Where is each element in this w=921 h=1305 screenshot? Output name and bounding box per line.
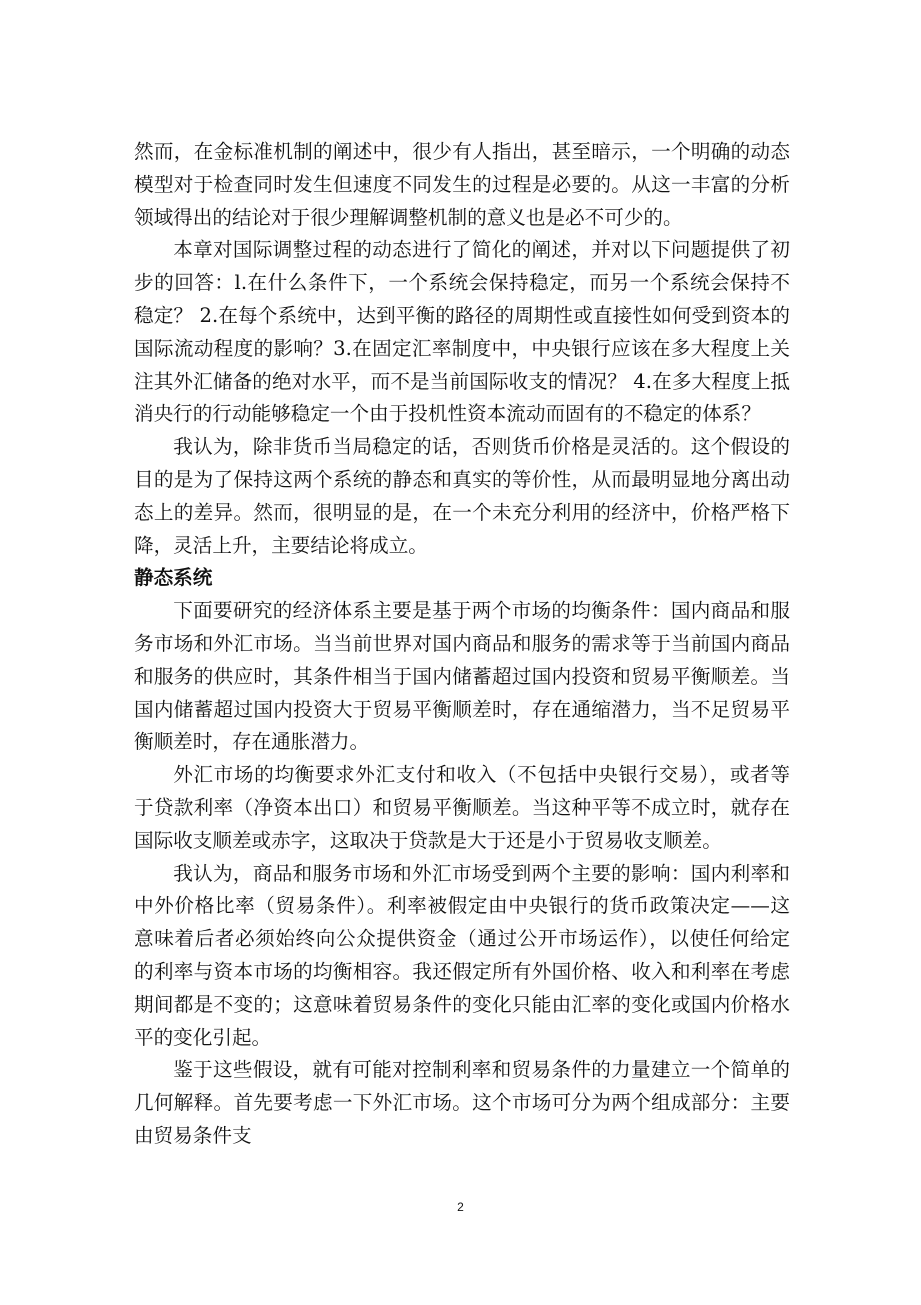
section-paragraph-4: 鉴于这些假设，就有可能对控制利率和贸易条件的力量建立一个简单的几何解释。首先要考虑一下外汇市场。这个市场可分为两个组成部分：主要由贸易条件支 (134, 1058, 790, 1147)
section-paragraph-1: 下面要研究的经济体系主要是基于两个市场的均衡条件：国内商品和服务市场和外汇市场。当当前世界对国内商品和服务的需求等于当前国内商品和服务的供应时，其条件相当于国内储蓄超过国内投资和贸易平衡顺差。当国内储蓄超过国内投资大于贸易平衡顺差时，存在通缩潜力，当不足贸易平衡顺差时，存在通胀潜力。 (134, 599, 790, 754)
page-number: 2 (457, 1200, 464, 1214)
section-heading: 静态系统 (134, 566, 213, 590)
section-paragraph-2: 外汇市场的均衡要求外汇支付和收入（不包括中央银行交易），或者等于贷款利率（净资本出口）和贸易平衡顺差。当这种平等不成立时，就存在国际收支顺差或赤字，这取决于贷款是大于还是小于贸易收支顺差。 (134, 763, 790, 852)
paragraph-3: 我认为，除非货币当局稳定的话，否则货币价格是灵活的。这个假设的目的是为了保持这两个系统的静态和真实的等价性，从而最明显地分离出动态上的差异。然而，很明显的是，在一个未充分利用的经济中，价格严格下降，灵活上升，主要结论将成立。 (134, 435, 790, 557)
paragraph-1: 然而，在金标准机制的阐述中，很少有人指出，甚至暗示，一个明确的动态模型对于检查同时发生但速度不同发生的过程是必要的。从这一丰富的分析领域得出的结论对于很少理解调整机制的意义也是必不可少的。 (134, 140, 790, 229)
section-paragraph-3: 我认为，商品和服务市场和外汇市场受到两个主要的影响：国内利率和中外价格比率（贸易条件）。利率被假定由中央银行的货币政策决定——这意味着后者必须始终向公众提供资金（通过公开市场运作），以使任何给定的利率与资本市场的均衡相容。我还假定所有外国价格、收入和利率在考虑期间都是不变的；这意味着贸易条件的变化只能由汇率的变化或国内价格水平的变化引起。 (134, 861, 790, 1049)
document-body (134, 136, 790, 1153)
paragraph-2: 本章对国际调整过程的动态进行了简化的阐述，并对以下问题提供了初步的回答：l.在什么条件下，一个系统会保持稳定，而另一个系统会保持不稳定？ 2.在每个系统中，达到平衡的路径的周期性或直接性如何受到资本的国际流动程度的影响？3.在固定汇率制度中，中央银行应该在多大程度上关注其外汇储备的绝对水平，而不是当前国际收支的情况？ 4.在多大程度上抵消央行的行动能够稳定一个由于投机性资本流动而固有的不稳定的体系？ (134, 238, 790, 426)
